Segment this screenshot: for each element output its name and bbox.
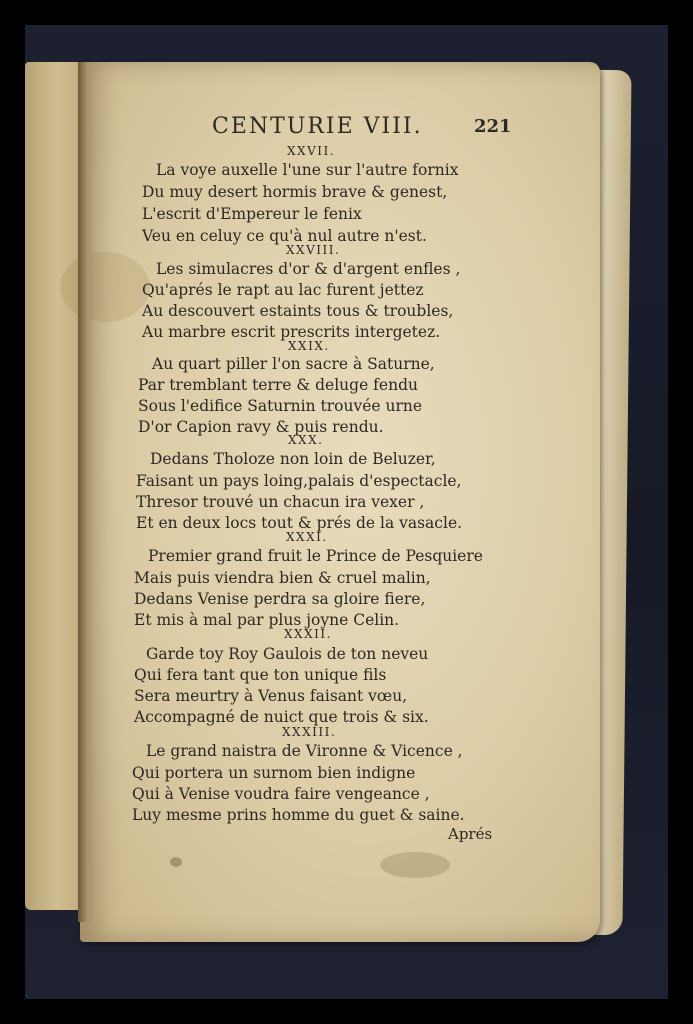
- verse-line: Thresor trouvé un chacun ira vexer ,: [136, 493, 425, 511]
- verse-line: Qu'aprés le rapt au lac furent jettez: [142, 281, 424, 299]
- verse-line: Qui portera un surnom bien indigne: [132, 764, 416, 782]
- verse-line: Et en deux locs tout & prés de la vasacle.: [136, 514, 463, 532]
- verse-line: Au descouvert estaints tous & troubles,: [142, 302, 454, 320]
- verse-line: Qui à Venise voudra faire vengeance ,: [132, 785, 430, 803]
- quatrain-number: XXVII.: [287, 144, 336, 158]
- quatrain-number: XXXII.: [284, 627, 332, 641]
- verse-line: Au quart piller l'on sacre à Saturne,: [152, 355, 435, 373]
- verse-line: La voye auxelle l'une sur l'autre fornix: [156, 161, 459, 179]
- quatrain-number: XXIX.: [288, 339, 330, 353]
- verse-line: Premier grand fruit le Prince de Pesquiere: [148, 547, 483, 565]
- verse-line: Faisant un pays loing,palais d'espectacle,: [136, 472, 462, 490]
- verse-line: Dedans Tholoze non loin de Beluzer,: [150, 450, 436, 468]
- quatrain-number: XXXI.: [286, 530, 328, 544]
- catchword: Aprés: [448, 825, 493, 843]
- quatrain-number: XXX.: [288, 433, 324, 447]
- verse-line: D'or Capion ravy & puis rendu.: [138, 418, 384, 436]
- verse-line: Accompagné de nuict que trois & six.: [134, 708, 429, 726]
- verse-line: Sous l'edifice Saturnin trouvée urne: [138, 397, 423, 415]
- verse-line: Et mis à mal par plus joyne Celin.: [134, 611, 400, 629]
- quatrain-number: XXVIII.: [286, 243, 341, 257]
- verse-line: Les simulacres d'or & d'argent enfles ,: [156, 260, 461, 278]
- verse-line: Veu en celuy ce qu'à nul autre n'est.: [142, 227, 427, 245]
- running-title: CENTURIE VIII.: [212, 114, 423, 139]
- page-number: 221: [474, 116, 512, 137]
- quatrain-number: XXXIII.: [282, 725, 337, 739]
- verse-line: Dedans Venise perdra sa gloire fiere,: [134, 590, 426, 608]
- verse-line: Le grand naistra de Vironne & Vicence ,: [146, 742, 463, 760]
- verse-line: Garde toy Roy Gaulois de ton neveu: [146, 645, 429, 663]
- verse-line: Sera meurtry à Venus faisant vœu,: [134, 687, 408, 705]
- verse-line: Qui fera tant que ton unique fils: [134, 666, 387, 684]
- verse-line: Par tremblant terre & deluge fendu: [138, 376, 418, 394]
- verse-line: Mais puis viendra bien & cruel malin,: [134, 569, 431, 587]
- verse-line: Luy mesme prins homme du guet & saine.: [132, 806, 465, 824]
- verse-line: Au marbre escrit prescrits intergetez.: [142, 323, 441, 341]
- verse-line: L'escrit d'Empereur le fenix: [142, 205, 362, 223]
- verse-line: Du muy desert hormis brave & genest,: [142, 183, 448, 201]
